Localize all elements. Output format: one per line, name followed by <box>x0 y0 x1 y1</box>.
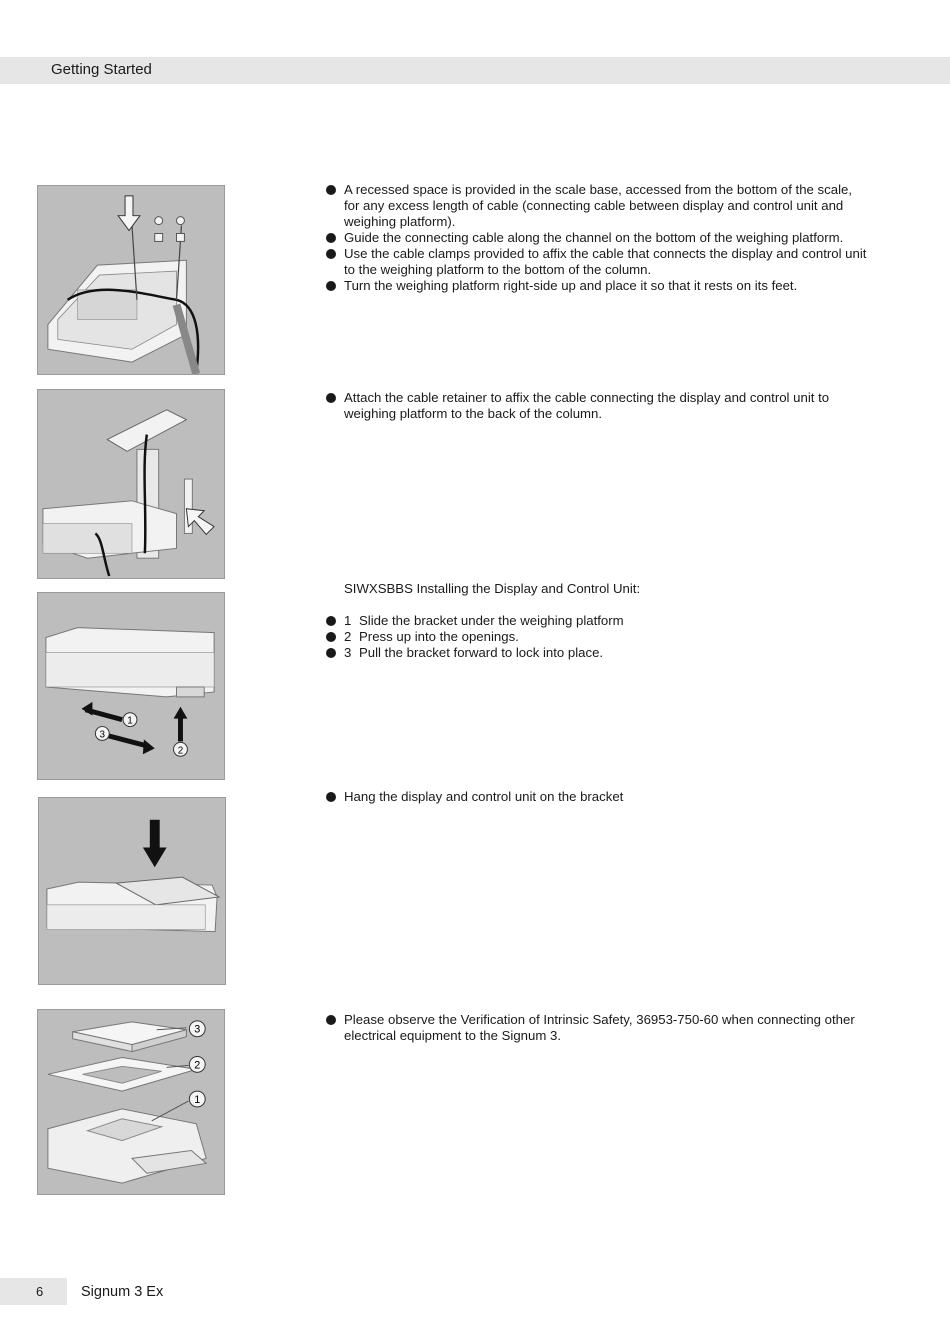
page-number: 6 <box>36 1284 44 1299</box>
svg-text:1: 1 <box>127 715 133 727</box>
step-number: 1 <box>344 613 352 628</box>
svg-text:1: 1 <box>194 1093 201 1106</box>
cable-retainer-instructions <box>326 390 871 422</box>
list-item: Attach the cable retainer to affix the cable connecting the display and control unit to weighing platform to the back of the column. <box>326 390 871 422</box>
bullet-icon <box>326 792 336 802</box>
hang-display-instructions <box>326 789 871 805</box>
callout-1 <box>123 713 137 727</box>
callout-1 <box>189 1091 205 1107</box>
callout-2 <box>174 742 188 756</box>
bullet-icon <box>326 233 336 243</box>
list-item: Turn the weighing platform right-side up and place it so that it rests on its feet. <box>326 278 871 294</box>
intrinsic-safety-note <box>326 1012 871 1044</box>
callout-3 <box>95 727 109 741</box>
list-item: Please observe the Verification of Intrinsic Safety, 36953-750-60 when connecting other electrical equipment to the Signum 3. <box>326 1012 871 1044</box>
list-item: 3 Pull the bracket forward to lock into place. <box>326 645 871 661</box>
bullet-icon <box>326 249 336 259</box>
bullet-icon <box>326 185 336 195</box>
svg-text:3: 3 <box>194 1023 201 1036</box>
platform-assembly-figure <box>37 1009 225 1195</box>
footer-band <box>0 1278 67 1305</box>
bracket-installation-instructions <box>326 581 871 661</box>
step-number: 3 <box>344 645 352 660</box>
callout-3 <box>189 1021 205 1037</box>
bracket-installation-figure <box>37 592 225 780</box>
svg-text:2: 2 <box>177 745 184 757</box>
list-item: Use the cable clamps provided to affix the cable that connects the display and control unit to the weighing platform to the bottom of the column. <box>326 246 871 278</box>
svg-text:2: 2 <box>194 1059 201 1072</box>
bullet-icon <box>326 648 336 658</box>
bullet-icon <box>326 632 336 642</box>
document-title: Signum 3 Ex <box>81 1284 164 1300</box>
step-number: 2 <box>344 629 352 644</box>
list-item: 1 Slide the bracket under the weighing platform <box>326 613 871 629</box>
header-band <box>0 57 950 84</box>
bullet-icon <box>326 393 336 403</box>
section-heading: SIWXSBBS Installing the Display and Control Unit: <box>344 581 641 596</box>
cable-routing-instructions <box>326 182 871 294</box>
bullet-icon <box>326 1015 336 1025</box>
cable-routing-figure <box>37 185 225 375</box>
bullet-icon <box>326 616 336 626</box>
list-item: Hang the display and control unit on the bracket <box>326 789 871 805</box>
cable-retainer-figure <box>37 389 225 579</box>
page-section-title: Getting Started <box>51 61 152 78</box>
list-item: 2 Press up into the openings. <box>326 629 871 645</box>
bullet-icon <box>326 281 336 291</box>
list-item: Guide the connecting cable along the channel on the bottom of the weighing platform. <box>326 230 871 246</box>
hang-display-figure <box>38 797 226 985</box>
callout-2 <box>189 1056 205 1072</box>
list-item: A recessed space is provided in the scale base, accessed from the bottom of the scale, for any excess length of cable (connecting cable between display and control unit and weighing platform). <box>326 182 871 230</box>
svg-text:3: 3 <box>99 729 106 741</box>
